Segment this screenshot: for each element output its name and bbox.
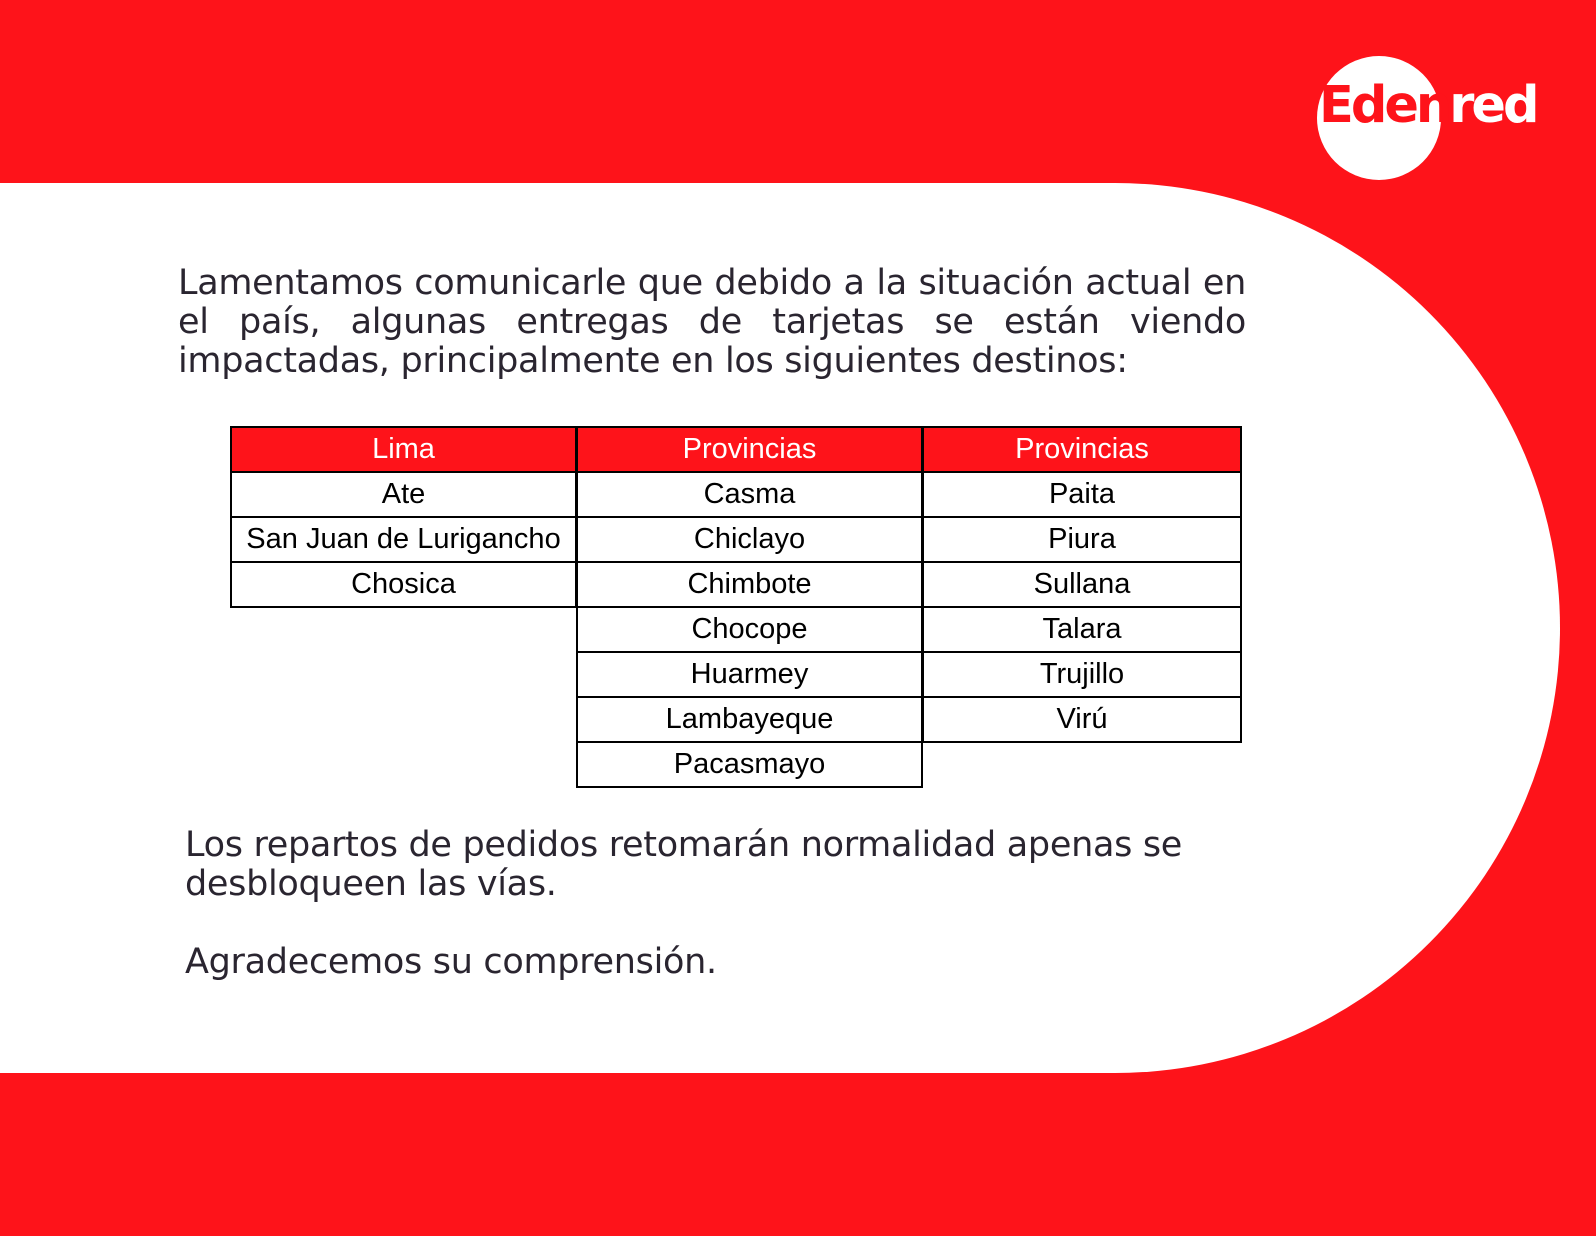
table-cell: Pacasmayo [578, 743, 921, 788]
table-cell: Piura [924, 518, 1240, 563]
table-cell: Chimbote [578, 563, 921, 608]
table-cell: Chocope [578, 608, 921, 653]
logo-text-eden: Eden [1319, 76, 1450, 135]
table-cell: Virú [924, 698, 1240, 743]
table-header-lima: Lima [232, 428, 575, 473]
table-column-provincias-1 [576, 426, 923, 788]
table-column-provincias-2 [922, 426, 1242, 743]
table-header-provincias: Provincias [924, 428, 1240, 473]
edenred-logo [1319, 76, 1537, 136]
intro-paragraph: Lamentamos comunicarle que debido a la situación actual en el país, algunas entregas de tarjetas se están viendo impactadas, principalmente en los siguientes destinos: [178, 263, 1246, 381]
logo-text-red: red [1449, 76, 1537, 135]
table-cell: Chiclayo [578, 518, 921, 563]
closing-line: Agradecemos su comprensión. [185, 942, 717, 982]
table-cell: Trujillo [924, 653, 1240, 698]
table-cell: San Juan de Lurigancho [232, 518, 575, 563]
table-cell: Huarmey [578, 653, 921, 698]
table-cell: Chosica [232, 563, 575, 608]
table-cell: Talara [924, 608, 1240, 653]
table-column-lima [230, 426, 577, 608]
table-cell: Sullana [924, 563, 1240, 608]
table-cell: Lambayeque [578, 698, 921, 743]
outro-paragraph: Los repartos de pedidos retomarán normalidad apenas se desbloqueen las vías. [185, 825, 1183, 904]
bottom-white-strip [0, 1236, 1596, 1240]
table-cell: Paita [924, 473, 1240, 518]
table-header-provincias: Provincias [578, 428, 921, 473]
table-cell: Ate [232, 473, 575, 518]
table-cell: Casma [578, 473, 921, 518]
